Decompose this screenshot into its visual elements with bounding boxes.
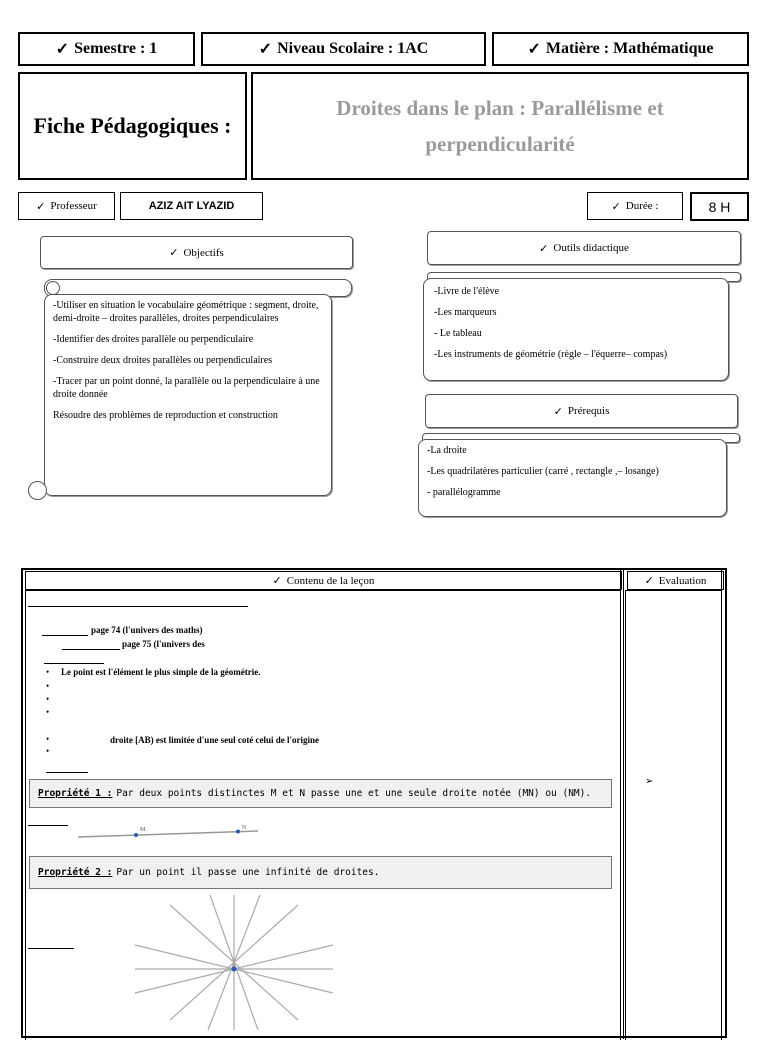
point-m-label: M [140, 827, 146, 833]
propriete-2-text: Par un point il passe une infinité de droites. [116, 867, 380, 878]
matiere-box [492, 32, 749, 66]
line-bundle [135, 895, 333, 1030]
underline-rule [44, 663, 104, 664]
semestre-box [18, 32, 195, 66]
objectifs-title-box [40, 236, 353, 269]
contenu-header-label: Contenu de la leçon [286, 574, 375, 587]
objectif-item: -Tracer par un point donné, la parallèle ou la perpendiculaire à une droite donnée [53, 376, 320, 400]
objectif-item: -Identifier des droites parallèle ou perpendiculaire [53, 334, 254, 345]
prerequis-item: -Les quadrilatères particulier (carré , rectangle ,– losange) [427, 466, 659, 477]
propriete-1-text: Par deux points distinctes M et N passe une et une seule droite notée (MN) ou (NM). [116, 788, 592, 799]
objectif-item: -Utiliser en situation le vocabulaire géométrique : segment, droite, demi-droite – droites parallèles, droites perpendiculaires [53, 300, 319, 324]
underline-rule [62, 649, 120, 650]
line-mn-figure [68, 824, 268, 842]
underline-rule [28, 606, 248, 607]
bullet-icon: • [46, 667, 50, 677]
objectif-item: -Construire deux droites parallèles ou perpendiculaires [53, 355, 273, 366]
point-text: Le point est l'élément le plus simple de la géométrie. [61, 667, 261, 677]
niveau-box [201, 32, 486, 66]
objectifs-title: Objectifs [183, 246, 224, 259]
prerequis-item: -La droite [427, 445, 467, 456]
objectifs-body [44, 294, 332, 496]
niveau-label: Niveau Scolaire : 1AC [277, 40, 429, 57]
propriete-2-label: Propriété 2 : [38, 867, 113, 878]
scroll-curl-icon [46, 281, 60, 295]
scroll-curl-icon [28, 481, 47, 500]
fiche-title: Fiche Pédagogiques : [33, 113, 232, 138]
evaluation-arrow-icon: ➢ [645, 776, 654, 787]
objectif-item: Résoudre des problèmes de reproduction et construction [53, 410, 278, 421]
page74-text: page 74 (l'univers des maths) [91, 625, 203, 635]
point-n-label: N [242, 825, 247, 831]
bullet-icon: • [46, 707, 50, 717]
propriete-2-box [29, 856, 612, 889]
bullet-icon: • [46, 694, 50, 704]
underline-rule [28, 825, 68, 826]
outils-title: Outils didactique [553, 242, 629, 254]
check-icon: ✓ [55, 41, 70, 58]
check-icon: ✓ [553, 405, 563, 418]
bullet-icon: • [46, 681, 50, 691]
professeur-label: Professeur [50, 200, 97, 212]
matiere-label: Matière : Mathématique [545, 40, 714, 57]
bullet-icon: • [46, 734, 50, 744]
duree-label: Durée : [625, 200, 659, 212]
page75-text: page 75 (l'univers des [122, 639, 205, 649]
professeur-label-box [18, 192, 115, 220]
semestre-label: Semestre : 1 [74, 40, 158, 57]
underline-rule [46, 772, 88, 773]
professeur-name-box [120, 192, 263, 220]
line-mn [78, 831, 258, 837]
droite-text: droite [AB) est limitée d'une seul coté celui de l'origine [110, 735, 320, 745]
duree-value-box [690, 192, 749, 221]
evaluation-header-label: Evaluation [658, 574, 707, 587]
outil-item: - Le tableau [434, 328, 482, 339]
outil-item: -Livre de l'élève [434, 286, 500, 297]
fiche-box [18, 72, 247, 180]
center-point-dot [232, 967, 237, 972]
check-icon: ✓ [169, 247, 179, 259]
prerequis-item: - parallélogramme [427, 487, 501, 498]
check-icon: ✓ [527, 41, 541, 58]
outil-item: -Les marqueurs [434, 307, 497, 318]
check-icon: ✓ [258, 41, 273, 58]
contenu-header [25, 571, 622, 590]
underline-rule [42, 635, 88, 636]
outils-title-box [427, 231, 741, 265]
propriete-1-box [29, 779, 612, 808]
outils-body [423, 278, 729, 381]
check-icon: ✓ [539, 242, 549, 255]
propriete-1-label: Propriété 1 : [38, 788, 113, 799]
prerequis-title: Prérequis [567, 405, 610, 417]
prerequis-body [418, 439, 727, 517]
evaluation-cell-border [625, 590, 722, 1040]
point-n-dot [236, 830, 240, 834]
underline-rule [28, 948, 74, 949]
check-icon: ✓ [644, 575, 654, 587]
prerequis-title-box [425, 394, 738, 428]
evaluation-header [627, 571, 724, 590]
duree-label-box [587, 192, 683, 220]
outil-item: -Les instruments de géométrie (règle – l'équerre– compas) [434, 349, 668, 360]
check-icon: ✓ [272, 575, 282, 587]
lesson-title-box [251, 72, 749, 180]
check-icon: ✓ [611, 200, 621, 213]
lines-through-point-figure [130, 895, 340, 1030]
professeur-name: AZIZ AIT LYAZID [148, 200, 235, 212]
duree-value: 8 H [708, 198, 731, 215]
point-m-dot [134, 833, 138, 837]
check-icon: ✓ [36, 200, 46, 213]
lesson-title: Droites dans le plan : Parallélisme et perpendicularité [336, 96, 664, 156]
bullet-icon: • [46, 746, 50, 756]
